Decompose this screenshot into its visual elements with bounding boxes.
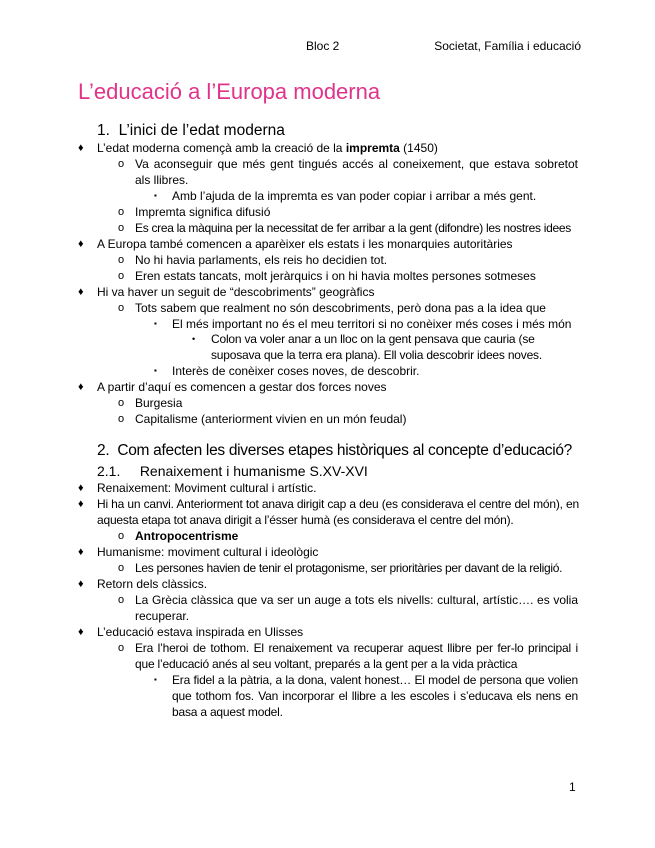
section-2-1-heading <box>97 462 368 480</box>
list-item: Retorn dels clàssics. <box>97 577 208 591</box>
circle-bullet-icon: o <box>118 562 125 574</box>
section-number: 2. <box>97 442 110 459</box>
section-1-heading <box>97 121 285 141</box>
diamond-bullet-icon: ♦ <box>78 142 84 154</box>
list-item: Es crea la màquina per la necessitat de fer arribar a la gent (difondre) les nostres idees <box>135 221 571 235</box>
circle-bullet-icon: o <box>118 530 125 542</box>
diamond-bullet-icon: ♦ <box>78 546 84 558</box>
list-item: Burgesia <box>135 396 183 410</box>
list-item: Capitalisme (anteriorment vivien en un món feudal) <box>135 412 407 426</box>
diamond-bullet-icon: ♦ <box>78 286 84 298</box>
list-item: L’edat moderna començà amb la creació de la impremta (1450) <box>97 141 438 155</box>
header-bloc: Bloc 2 <box>306 39 340 53</box>
circle-bullet-icon: o <box>118 254 125 266</box>
circle-bullet-icon: o <box>118 642 125 654</box>
list-item: Va aconseguir que més gent tingués accés al coneixement, que estava sobretot als llibres. <box>135 157 578 187</box>
list-item: El més important no és el meu territori si no conèixer més coses i més món <box>172 317 572 331</box>
list-item: Amb l’ajuda de la impremta es van poder copiar i arribar a més gent. <box>172 189 537 203</box>
circle-bullet-icon: o <box>118 594 125 606</box>
list-item: Eren estats tancats, molt jeràrquics i on hi havia moltes persones sotmeses <box>135 269 536 283</box>
section-number: 2.1. <box>97 463 121 479</box>
page-number: 1 <box>569 780 576 794</box>
list-item: A Europa també comencen a aparèixer els estats i les monarquies autoritàries <box>97 237 513 251</box>
list-item: Renaixement: Moviment cultural i artístic. <box>97 481 317 495</box>
section-title: L’inici de l’edat moderna <box>118 122 285 139</box>
list-item: Era l’heroi de tothom. El renaixement va recuperar aquest llibre per fer-lo principal i que l’educació anés al seu voltant, preparés a la gent per a la vida pràctica <box>135 641 578 671</box>
circle-bullet-icon: o <box>118 206 125 218</box>
list-item: Tots sabem que realment no són descobriments, però dona pas a la idea que <box>135 301 546 315</box>
diamond-bullet-icon: ♦ <box>78 381 84 393</box>
list-item: Interès de conèixer coses noves, de descobrir. <box>172 364 420 378</box>
square-bullet-icon: ▪ <box>154 191 157 200</box>
list-item: Les persones havien de tenir el protagonisme, ser prioritàries per davant de la religió. <box>135 561 563 575</box>
page-title: L’educació a l’Europa moderna <box>78 79 381 104</box>
header-subject: Societat, Família i educació <box>434 39 581 53</box>
list-item: Era fidel a la pàtria, a la dona, valent honest… El model de persona que volien que tothom fos. Van incorporar el llibre a les escoles i s’educava els nens en basa a aquest model. <box>172 673 578 719</box>
bold-term: impremta <box>345 141 400 155</box>
list-item: Humanisme: moviment cultural i ideològic <box>97 545 319 559</box>
list-item: Hi va haver un seguit de “descobriments” geogràfics <box>97 285 375 299</box>
section-2-heading <box>97 441 572 461</box>
section-title: Com afecten les diverses etapes històriques al concepte d’educació? <box>117 442 572 459</box>
section-title: Renaixement i humanisme S.XV-XVI <box>139 463 368 479</box>
diamond-bullet-icon: ♦ <box>78 238 84 250</box>
list-item: Antropocentrisme <box>135 529 239 543</box>
circle-bullet-icon: o <box>118 158 125 170</box>
dot-bullet-icon: • <box>192 334 196 344</box>
list-item: La Grècia clàssica que va ser un auge a tots els nivells: cultural, artístic…. es volia recuperar. <box>135 593 578 623</box>
circle-bullet-icon: o <box>118 222 125 234</box>
list-item: Impremta significa difusió <box>135 205 271 219</box>
list-item: L’educació estava inspirada en Ulisses <box>97 625 304 639</box>
diamond-bullet-icon: ♦ <box>78 626 84 638</box>
diamond-bullet-icon: ♦ <box>78 482 84 494</box>
circle-bullet-icon: o <box>118 270 125 282</box>
section-number: 1. <box>97 122 110 139</box>
diamond-bullet-icon: ♦ <box>78 578 84 590</box>
circle-bullet-icon: o <box>118 302 125 314</box>
square-bullet-icon: ▪ <box>154 319 157 328</box>
circle-bullet-icon: o <box>118 413 125 425</box>
list-item: Hi ha un canvi. Anteriorment tot anava dirigit cap a deu (es considerava el centre del món), en aquesta etapa tot anava dirigit a l’ésser humà (es considerava el centre del món). <box>97 497 579 527</box>
square-bullet-icon: ▪ <box>154 366 157 375</box>
list-item: No hi havia parlaments, els reis ho decidien tot. <box>135 253 388 267</box>
list-item: A partir d’aquí es comencen a gestar dos forces noves <box>97 380 387 394</box>
diamond-bullet-icon: ♦ <box>78 498 84 510</box>
square-bullet-icon: ▪ <box>154 675 157 684</box>
list-item: Colon va voler anar a un lloc on la gent pensava que cauria (se suposava que la terra era plana). Ell volia descobrir idees noves. <box>211 332 542 362</box>
circle-bullet-icon: o <box>118 397 125 409</box>
